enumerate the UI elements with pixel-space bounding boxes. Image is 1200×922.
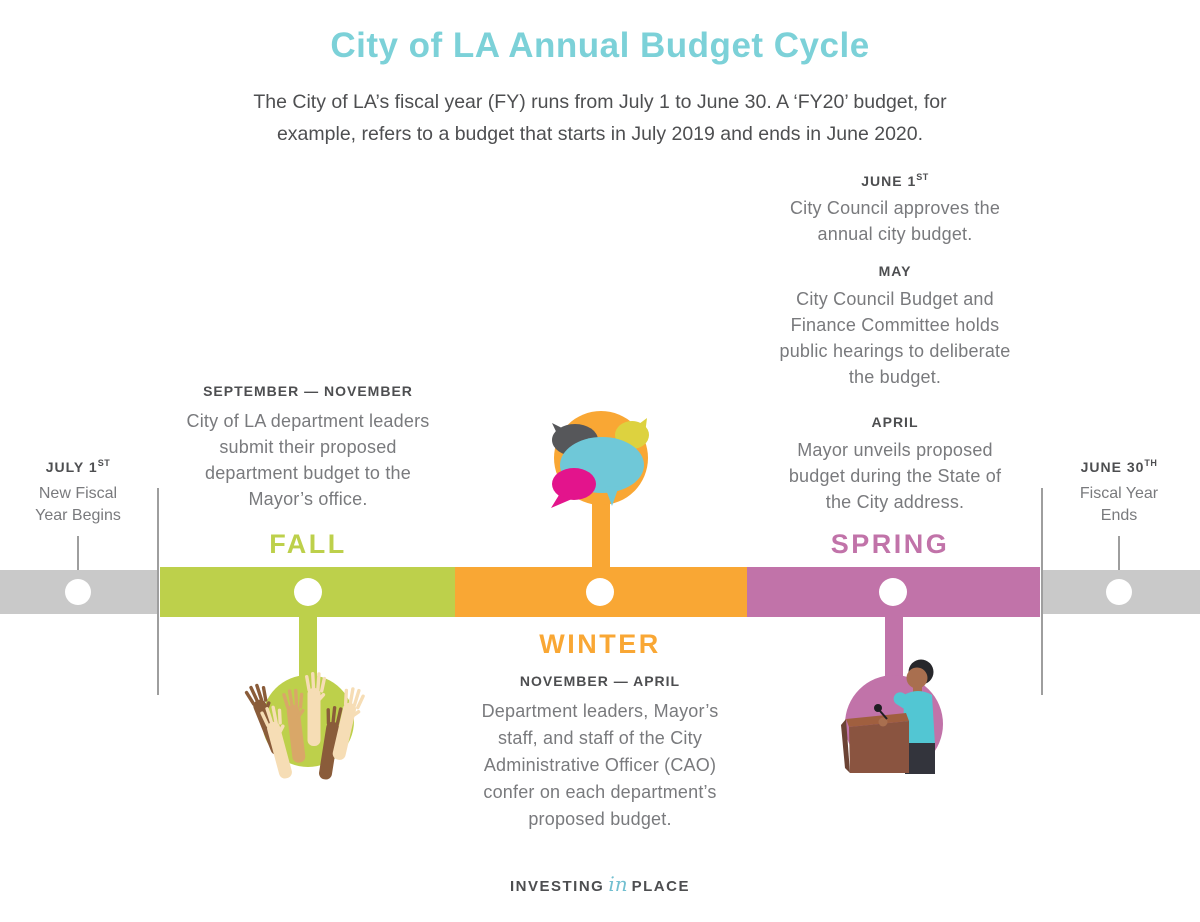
marker-june30-desc: Fiscal Year Ends [1079, 485, 1159, 524]
podium-speaker-icon [840, 655, 952, 779]
event-june1-month: JUNE 1ST [861, 172, 929, 189]
ordinal-suffix: TH [1144, 458, 1158, 468]
event-fall-month: SEPTEMBER — NOVEMBER [203, 383, 413, 399]
event-winter-month: NOVEMBER — APRIL [519, 673, 681, 689]
investing-in-place-logo [0, 872, 1200, 896]
winter-dot [586, 578, 614, 606]
event-april-desc: Mayor unveils proposed budget during the State of the City address. [788, 440, 1002, 512]
event-fall-desc: City of LA department leaders submit their proposed department budget to the Mayor’s office. [186, 411, 430, 509]
event-may-month: MAY [878, 263, 912, 279]
marker-june30-label: JUNE 30TH [1080, 458, 1158, 475]
speaker-pants [905, 743, 935, 774]
right-separator-line [1041, 488, 1043, 695]
speech-bubbles-icon [548, 403, 658, 515]
marker-july1-desc: New Fiscal Year Begins [35, 485, 121, 524]
start-dot [65, 579, 91, 605]
podium-front [849, 721, 909, 773]
logo-word-investing: INVESTING [510, 878, 605, 895]
event-june1-desc: City Council approves the annual city budget. [789, 198, 1001, 244]
logo-word-in: in [608, 872, 628, 896]
ordinal-suffix: ST [916, 172, 929, 182]
event-winter [465, 673, 735, 833]
event-june1 [775, 172, 1015, 247]
end-dot [1106, 579, 1132, 605]
season-label-winter: WINTER [539, 629, 661, 659]
marker-june30 [1064, 458, 1174, 527]
spring-dot [879, 578, 907, 606]
event-april-month: APRIL [871, 414, 919, 430]
raised-hands-icon [240, 650, 376, 792]
event-april [775, 413, 1015, 515]
page-title: City of LA Annual Budget Cycle [330, 26, 870, 65]
season-label-fall: FALL [269, 529, 347, 559]
marker-july1 [23, 458, 133, 527]
left-separator-line [157, 488, 159, 695]
event-may [769, 262, 1021, 390]
ordinal-suffix: ST [97, 458, 111, 468]
page-subtitle: The City of LA’s fiscal year (FY) runs from July 1 to June 30. A ‘FY20’ budget, for example, refers to a budget that starts in July 2019 and ends in June 2020. [253, 91, 947, 145]
logo-word-place: PLACE [631, 878, 690, 895]
season-label-spring: SPRING [830, 529, 950, 559]
fall-dot [294, 578, 322, 606]
event-winter-desc: Department leaders, Mayor’s staff, and staff of the City Administrative Officer (CAO) confer on each department’s proposed budget. [481, 701, 719, 829]
marker-july1-label: JULY 1ST [45, 458, 111, 475]
event-fall [177, 383, 439, 512]
event-may-desc: City Council Budget and Finance Committee holds public hearings to deliberate the budget. [779, 289, 1011, 387]
